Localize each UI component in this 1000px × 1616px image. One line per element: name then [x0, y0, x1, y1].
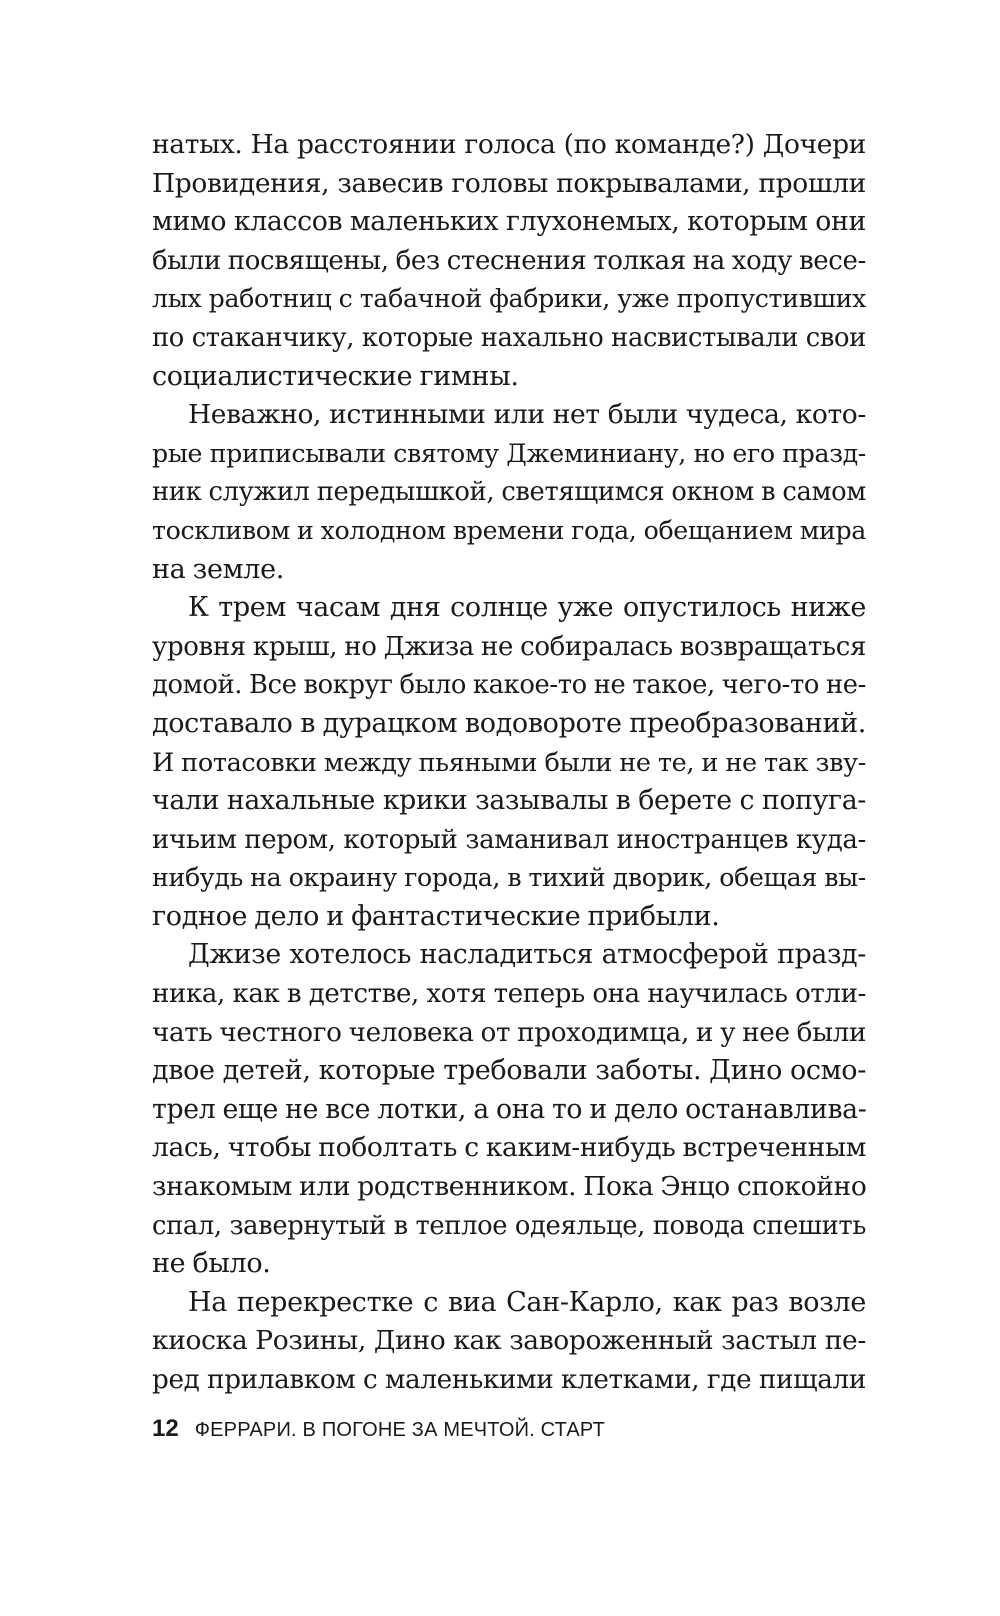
text-line: Джизе хотелось насладиться атмосферой празд- [188, 939, 866, 971]
text-line: трел еще не все лотки, а она то и дело останавлива- [152, 1093, 867, 1125]
text-line: уровня крыш, но Джиза не собиралась возвращаться [152, 631, 866, 662]
text-line: На перекрестке с виа Сан-Карло, как раз возле [188, 1286, 866, 1318]
text-line: годное дело и фантастические прибыли. [152, 900, 720, 932]
text-line: И потасовки между пьяными были не те, и не так зву- [152, 747, 866, 778]
text-line: были посвящены, без стеснения толкая на ходу весе- [152, 245, 866, 276]
text-line: киоска Розины, Дино как завороженный застыл пе- [152, 1325, 866, 1357]
running-title: ФЕРРАРИ. В ПОГОНЕ ЗА МЕЧТОЙ. СТАРТ [194, 1419, 605, 1441]
page-footer [152, 1413, 605, 1445]
text-line: двое детей, которые требовали заботы. Дино осмо- [152, 1055, 866, 1087]
text-line: К трем часам дня солнце уже опустилось ниже [188, 592, 866, 624]
text-line: Неважно, истинными или нет были чудеса, кото- [188, 399, 866, 431]
text-line: ник служил передышкой, светящимся окном в самом [152, 477, 866, 508]
text-line: мимо классов маленьких глухонемых, которым они [152, 206, 866, 238]
text-line: рые приписывали святому Джеминиану, но его празд- [152, 438, 866, 468]
text-line: нибудь на окраину города, в тихий дворик, обещая вы- [152, 863, 866, 893]
text-line: знакомым или родственником. Пока Энцо спокойно [152, 1171, 867, 1203]
page-number: 12 [152, 1415, 179, 1442]
body-text [152, 126, 866, 1400]
text-line: Провидения, завесив головы покрывалами, прошли [152, 167, 866, 199]
text-line: тоскливом и холодном времени года, обещанием мира [152, 515, 866, 545]
text-line: лась, чтобы поболтать с каким-нибудь встреченным [152, 1132, 866, 1164]
text-line: лых работниц с табачной фабрики, уже пропустивших [152, 284, 866, 314]
text-line: по стаканчику, которые нахально насвистывали свои [152, 322, 866, 353]
text-line: спал, завернутый в теплое одеяльце, повода спешить [152, 1210, 866, 1241]
text-line: доставало в дурацком водовороте преобразований. [152, 707, 866, 739]
text-line: ника, как в детстве, хотя теперь она научилась отли- [152, 979, 866, 1010]
text-line: социалистические гимны. [152, 360, 519, 392]
text-line: домой. Все вокруг было какое-то не такое, чего-то не- [152, 670, 866, 701]
text-line: чать честного человека от проходимца, и у нее были [152, 1017, 867, 1048]
text-line: чали нахальные крики зазывалы в берете с попуга- [152, 785, 866, 817]
text-line: на земле. [152, 553, 284, 585]
text-line: натых. На расстоянии голоса (по команде?) Дочери [152, 129, 866, 160]
text-line: ред прилавком с маленькими клетками, где пищали [152, 1365, 866, 1395]
text-line: ичьим пером, который заманивал иностранцев куда- [152, 824, 866, 855]
text-line: не было. [152, 1248, 271, 1280]
